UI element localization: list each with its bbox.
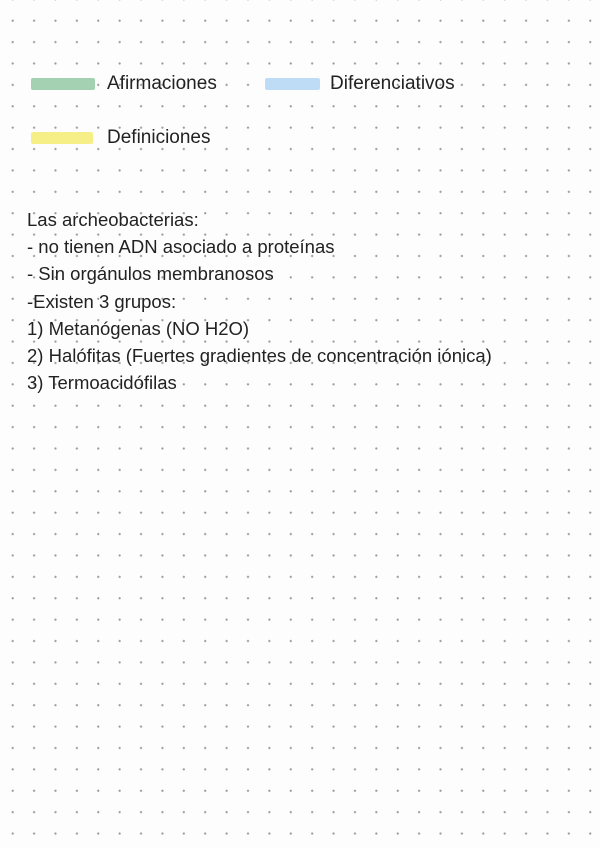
legend-label-afirmaciones: Afirmaciones (107, 73, 217, 94)
note-text-block[interactable] (27, 206, 587, 396)
legend-item-definiciones (31, 126, 211, 150)
legend-swatch-afirmaciones (31, 78, 95, 90)
legend-item-afirmaciones (31, 72, 217, 96)
legend-label-definiciones: Definiciones (107, 127, 211, 148)
legend-label-diferenciativos: Diferenciativos (330, 73, 455, 94)
legend-swatch-definiciones (31, 132, 93, 144)
note-line: -Existen 3 grupos: (27, 290, 177, 312)
note-line: Las archeobacterias: (27, 209, 199, 230)
note-line: 1) Metanógenas (NO H2O) (27, 317, 250, 339)
legend-item-diferenciativos (265, 72, 455, 96)
note-line: - Sin orgánulos membranosos (27, 263, 274, 285)
note-line: 3) Termoacidófilas (27, 372, 177, 394)
legend-swatch-diferenciativos (265, 78, 320, 90)
note-line: - no tienen ADN asociado a proteínas (27, 236, 335, 258)
note-line: 2) Halófitas (Fuertes gradientes de concentración iónica) (27, 345, 492, 367)
